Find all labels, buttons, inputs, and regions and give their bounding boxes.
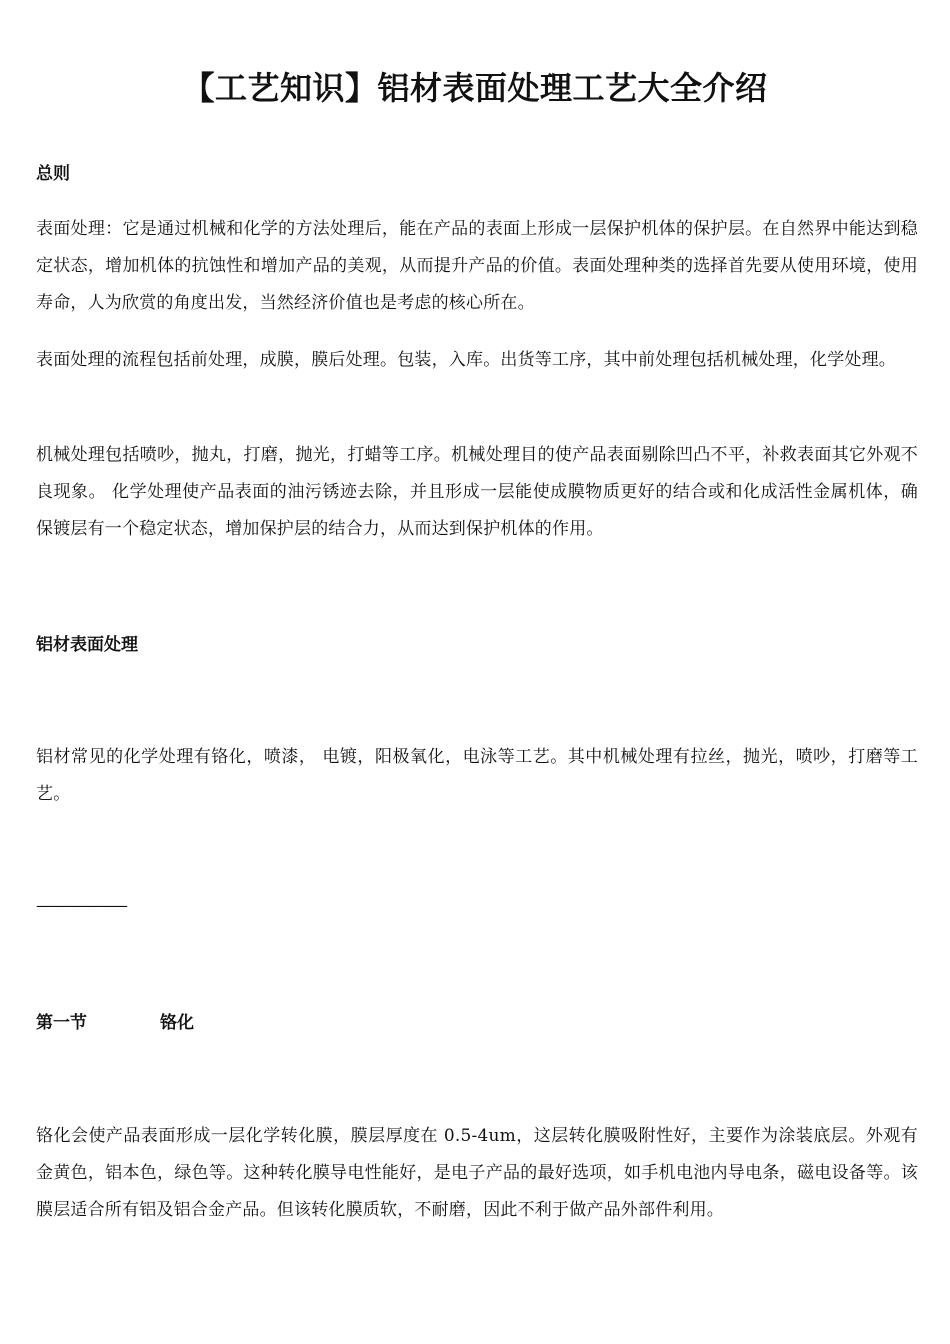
section-1-name: 铬化 — [160, 1013, 194, 1033]
general-heading: 总则 — [36, 164, 70, 184]
paragraph-process-flow: 表面处理的流程包括前处理，成膜，膜后处理。包装，入库。出货等工序，其中前处理包括机械处理，化学处理。 — [36, 350, 896, 370]
paragraph-surface-treatment: 表面处理：它是通过机械和化学的方法处理后，能在产品的表面上形成一层保护机体的保护层。在自然界中能达到稳定状态，增加机体的抗蚀性和增加产品的美观，从而提升产品的价值。表面处理种类的选择首先要从使用环境，使用寿命，人为欣赏的角度出发，当然经济价值也是考虑的核心所在。 — [36, 219, 918, 313]
section-1-number: 第一节 — [36, 1013, 87, 1033]
divider-dashes: —————— — [36, 896, 126, 916]
paragraph-mechanical-chemical: 机械处理包括喷吵，抛丸，打磨，抛光，打蜡等工序。机械处理目的使产品表面剔除凹凸不平，补救表面其它外观不良现象。 化学处理使产品表面的油污锈迹去除，并且形成一层能使成膜物质更好的结合或和化成活性金属机体，确保镀层有一个稳定状态，增加保护层的结合力，从而达到保护机体的作用。 — [36, 445, 918, 539]
paragraph-aluminum-processes: 铝材常见的化学处理有铬化，喷漆， 电镀，阳极氧化，电泳等工艺。其中机械处理有拉丝，抛光，喷吵，打磨等工艺。 — [36, 747, 918, 804]
aluminum-heading: 铝材表面处理 — [36, 635, 138, 655]
page-title: 【工艺知识】铝材表面处理工艺大全介绍 — [182, 69, 768, 107]
paragraph-chromate: 铬化会使产品表面形成一层化学转化膜，膜层厚度在 0.5-4um，这层转化膜吸附性好，主要作为涂装底层。外观有金黄色，铝本色，绿色等。这种转化膜导电性能好，是电子产品的最好选项，如手机电池内导电条，磁电设备等。该膜层适合所有铝及铝合金产品。但该转化膜质软，不耐磨，因此不利于做产品外部件利用。 — [36, 1126, 918, 1220]
section-1-heading — [36, 1011, 194, 1035]
